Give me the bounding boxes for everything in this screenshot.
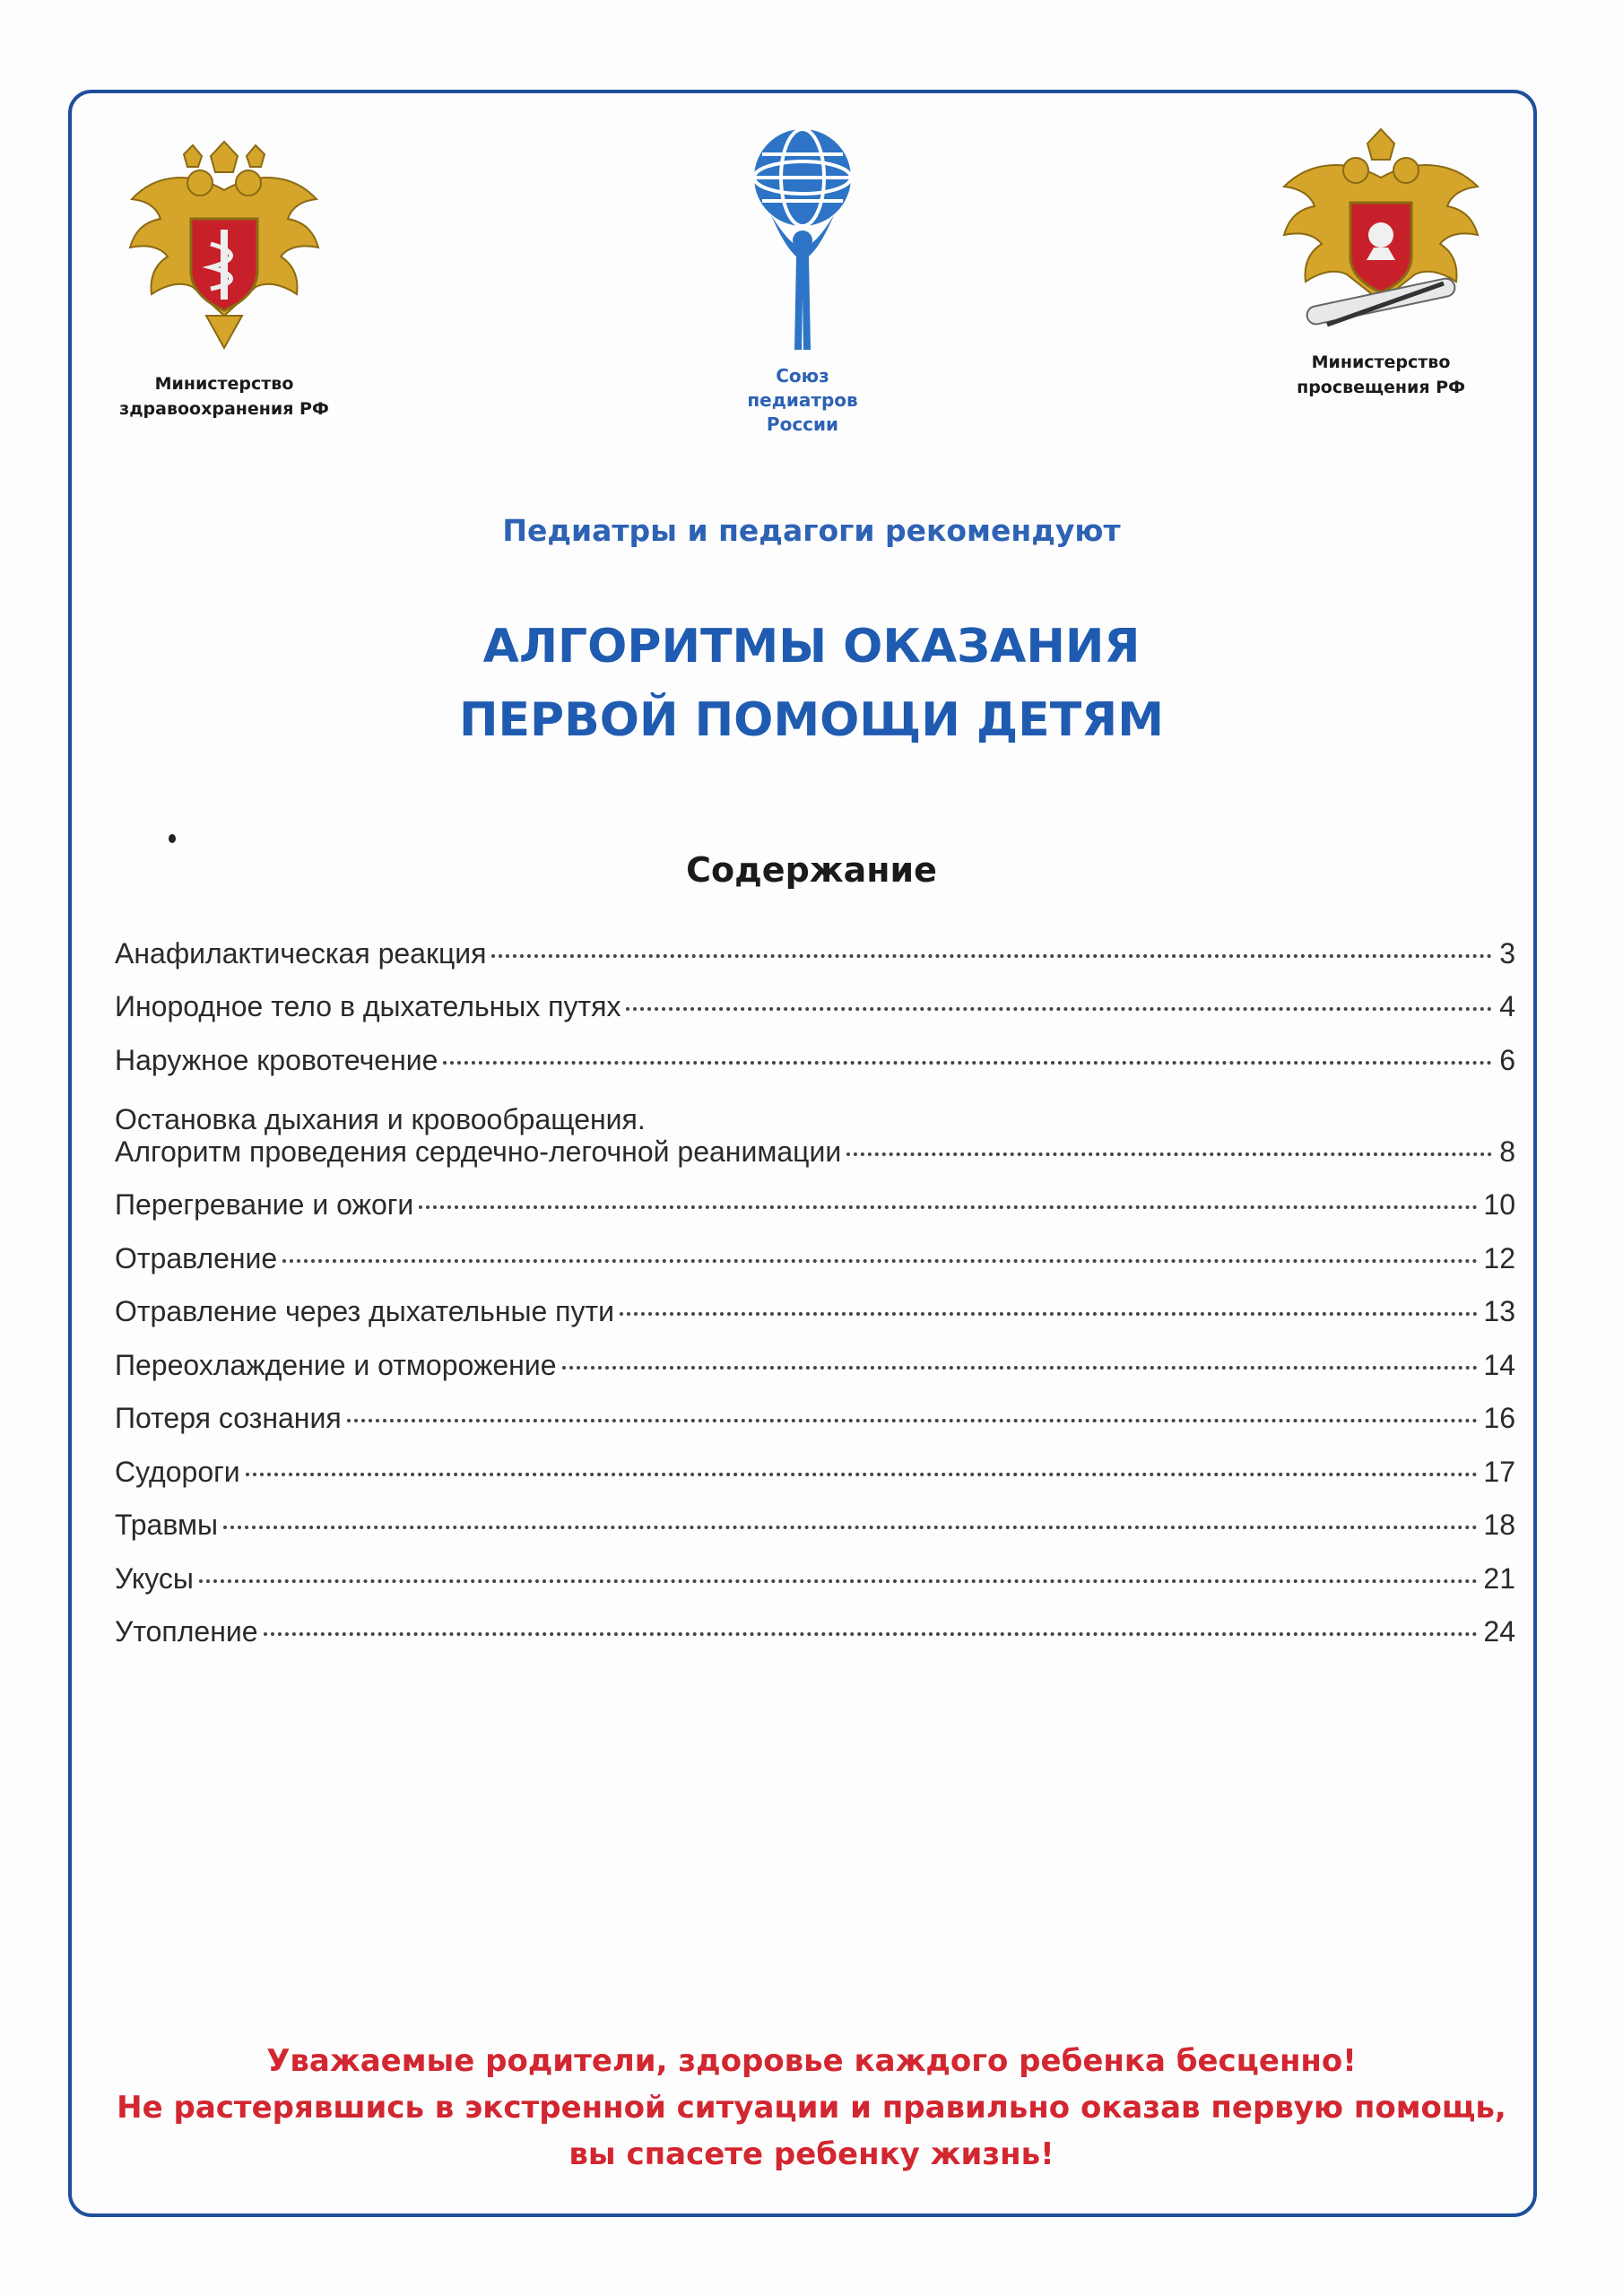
toc-dot-leader bbox=[620, 1312, 1478, 1316]
toc-dot-leader bbox=[419, 1205, 1478, 1209]
toc-entry-page: 16 bbox=[1483, 1402, 1515, 1434]
health-ministry-emblem-icon bbox=[121, 136, 327, 361]
toc-entry-page: 12 bbox=[1483, 1241, 1515, 1274]
toc-dot-leader bbox=[846, 1152, 1492, 1156]
education-ministry-caption: Министерство просвещения РФ bbox=[1297, 352, 1465, 397]
toc-entry bbox=[115, 983, 1515, 1037]
title-line-1: АЛГОРИТМЫ ОКАЗАНИЯ bbox=[482, 620, 1141, 674]
toc-entry-page: 17 bbox=[1483, 1455, 1515, 1488]
contents-heading: Содержание bbox=[686, 850, 937, 890]
toc-entry bbox=[115, 1234, 1515, 1288]
logo-education-ministry bbox=[1246, 126, 1515, 400]
toc-entry-page: 13 bbox=[1483, 1295, 1515, 1327]
toc-dot-leader bbox=[282, 1259, 1478, 1263]
toc-dot-leader bbox=[199, 1579, 1479, 1583]
toc-entry-page: 14 bbox=[1483, 1348, 1515, 1381]
toc-entry bbox=[115, 1554, 1515, 1608]
toc-entry-title: Потеря сознания bbox=[115, 1402, 342, 1434]
logo-pediatricians-union bbox=[708, 126, 897, 437]
logo-health-ministry bbox=[90, 136, 359, 422]
toc-entry-title: Отравление через дыхательные пути bbox=[115, 1295, 615, 1327]
toc-dot-leader bbox=[347, 1419, 1479, 1422]
toc-dot-leader bbox=[562, 1366, 1479, 1370]
toc-entry bbox=[115, 1341, 1515, 1395]
toc-entry-page: 18 bbox=[1483, 1509, 1515, 1541]
toc-entry-title: Утопление bbox=[115, 1615, 258, 1648]
toc-entry bbox=[115, 1448, 1515, 1501]
toc-entry bbox=[115, 929, 1515, 983]
scan-speck bbox=[169, 834, 176, 843]
toc-entry bbox=[115, 1395, 1515, 1448]
footer-line-3: вы спасете ребенку жизнь! bbox=[568, 2136, 1055, 2172]
title-line-2: ПЕРВОЙ ПОМОЩИ ДЕТЯМ bbox=[459, 693, 1164, 747]
education-ministry-emblem-icon bbox=[1273, 126, 1488, 332]
toc-entry-page: 3 bbox=[1499, 936, 1515, 970]
toc-entry-title: Переохлаждение и отморожение bbox=[115, 1348, 557, 1381]
toc-entry-title: Перегревание и ожоги bbox=[115, 1188, 414, 1221]
toc-dot-leader bbox=[443, 1061, 1492, 1065]
pediatricians-union-caption: Союз педиатров России bbox=[747, 365, 858, 435]
pediatricians-union-globe-icon bbox=[744, 126, 861, 359]
toc-dot-leader bbox=[626, 1007, 1492, 1011]
footer-line-1: Уважаемые родители, здоровье каждого ребенка бесценно! bbox=[266, 2043, 1357, 2079]
toc-entry bbox=[115, 1090, 1515, 1181]
toc-entry bbox=[115, 1181, 1515, 1235]
toc-entry-title: Судороги bbox=[115, 1455, 240, 1488]
toc-entry-page: 10 bbox=[1483, 1188, 1515, 1221]
health-ministry-caption: Министерство здравоохранения РФ bbox=[119, 374, 329, 419]
toc-entry bbox=[115, 1036, 1515, 1090]
toc-entry bbox=[115, 1288, 1515, 1342]
toc-entry-title: Отравление bbox=[115, 1241, 278, 1274]
toc-entry bbox=[115, 1608, 1515, 1662]
document-title bbox=[0, 610, 1623, 757]
toc-dot-leader bbox=[264, 1632, 1479, 1636]
toc-dot-leader bbox=[223, 1526, 1478, 1529]
toc-entry-page: 8 bbox=[1499, 1135, 1515, 1168]
toc-entry-title: Анафилактическая реакция bbox=[115, 936, 487, 970]
toc-entry bbox=[115, 1501, 1515, 1555]
toc-entry-page: 4 bbox=[1499, 990, 1515, 1022]
toc-entry-page: 24 bbox=[1483, 1615, 1515, 1648]
toc-entry-title-prefix: Остановка дыхания и кровообращения. bbox=[115, 1102, 646, 1135]
footer-message bbox=[0, 2038, 1623, 2178]
toc-entry-page: 21 bbox=[1483, 1561, 1515, 1595]
toc-entry-title: Укусы bbox=[115, 1561, 194, 1595]
footer-line-2: Не растерявшись в экстренной ситуации и правильно оказав первую помощь, bbox=[117, 2090, 1506, 2126]
toc-entry-title: Наружное кровотечение bbox=[115, 1043, 438, 1076]
toc-entry-title: Инородное тело в дыхательных путях bbox=[115, 990, 621, 1022]
subtitle: Педиатры и педагоги рекомендуют bbox=[502, 513, 1121, 548]
toc-dot-leader bbox=[491, 954, 1492, 958]
toc-entry-page: 6 bbox=[1499, 1043, 1515, 1076]
toc-dot-leader bbox=[246, 1473, 1479, 1476]
table-of-contents bbox=[115, 929, 1515, 1661]
toc-entry-title: Алгоритм проведения сердечно-легочной реанимации bbox=[115, 1135, 842, 1168]
toc-entry-title: Травмы bbox=[115, 1509, 218, 1541]
